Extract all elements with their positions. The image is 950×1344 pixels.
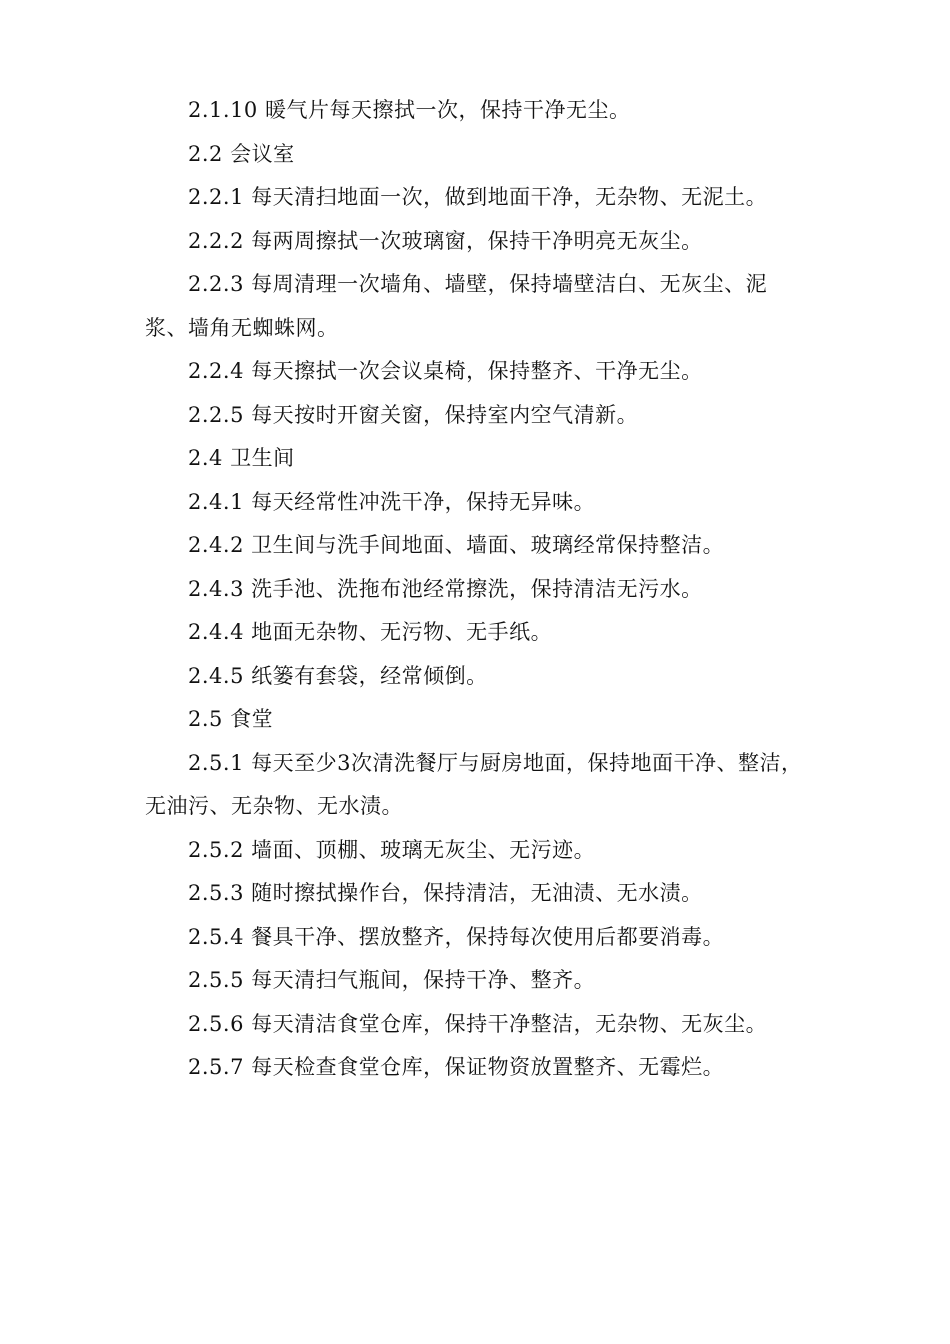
paragraph-2-2-5: 2.2.5 每天按时开窗关窗，保持室内空气清新。: [188, 402, 639, 427]
section-heading-restroom: 2.4 卫生间: [188, 446, 295, 470]
paragraph-2-5-1: 2.5.1 每天至少3次清洗餐厅与厨房地面，保持地面干净、整洁，无油污、无杂物、无水渍。: [145, 750, 803, 818]
paragraph-2-5-2: 2.5.2 墙面、顶棚、玻璃无灰尘、无污迹。: [188, 837, 596, 862]
paragraph-2-5-7: 2.5.7 每天检查食堂仓库，保证物资放置整齐、无霉烂。: [188, 1055, 725, 1079]
paragraph-2-4-3: 2.4.3 洗手池、洗拖布池经常擦洗，保持清洁无污水。: [188, 576, 703, 601]
paragraph-2-2-1: 2.2.1 每天清扫地面一次，做到地面干净，无杂物、无泥土。: [188, 185, 768, 209]
paragraph-2-4-2: 2.4.2 卫生间与洗手间地面、墙面、玻璃经常保持整洁。: [188, 533, 725, 557]
section-heading-canteen: 2.5 食堂: [188, 707, 274, 731]
paragraph-2-1-10: 2.1.10 暖气片每天擦拭一次，保持干净无尘。: [188, 98, 631, 122]
document-body: [145, 89, 805, 1090]
section-heading-meeting-room: 2.2 会议室: [188, 141, 295, 166]
paragraph-2-5-4: 2.5.4 餐具干净、摆放整齐，保持每次使用后都要消毒。: [188, 924, 725, 949]
paragraph-2-5-6: 2.5.6 每天清洁食堂仓库，保持干净整洁，无杂物、无灰尘。: [188, 1011, 768, 1036]
paragraph-2-2-2: 2.2.2 每两周擦拭一次玻璃窗，保持干净明亮无灰尘。: [188, 228, 703, 253]
paragraph-2-5-5: 2.5.5 每天清扫气瓶间，保持干净、整齐。: [188, 968, 596, 992]
paragraph-2-2-4: 2.2.4 每天擦拭一次会议桌椅，保持整齐、干净无尘。: [188, 359, 703, 383]
paragraph-2-4-1: 2.4.1 每天经常性冲洗干净，保持无异味。: [188, 489, 596, 514]
paragraph-2-4-5: 2.4.5 纸篓有套袋，经常倾倒。: [188, 663, 488, 688]
paragraph-2-4-4: 2.4.4 地面无杂物、无污物、无手纸。: [188, 620, 553, 644]
paragraph-2-2-3: 2.2.3 每周清理一次墙角、墙壁，保持墙壁洁白、无灰尘、泥浆、墙角无蜘蛛网。: [145, 272, 768, 340]
paragraph-2-5-3: 2.5.3 随时擦拭操作台，保持清洁，无油渍、无水渍。: [188, 881, 703, 905]
